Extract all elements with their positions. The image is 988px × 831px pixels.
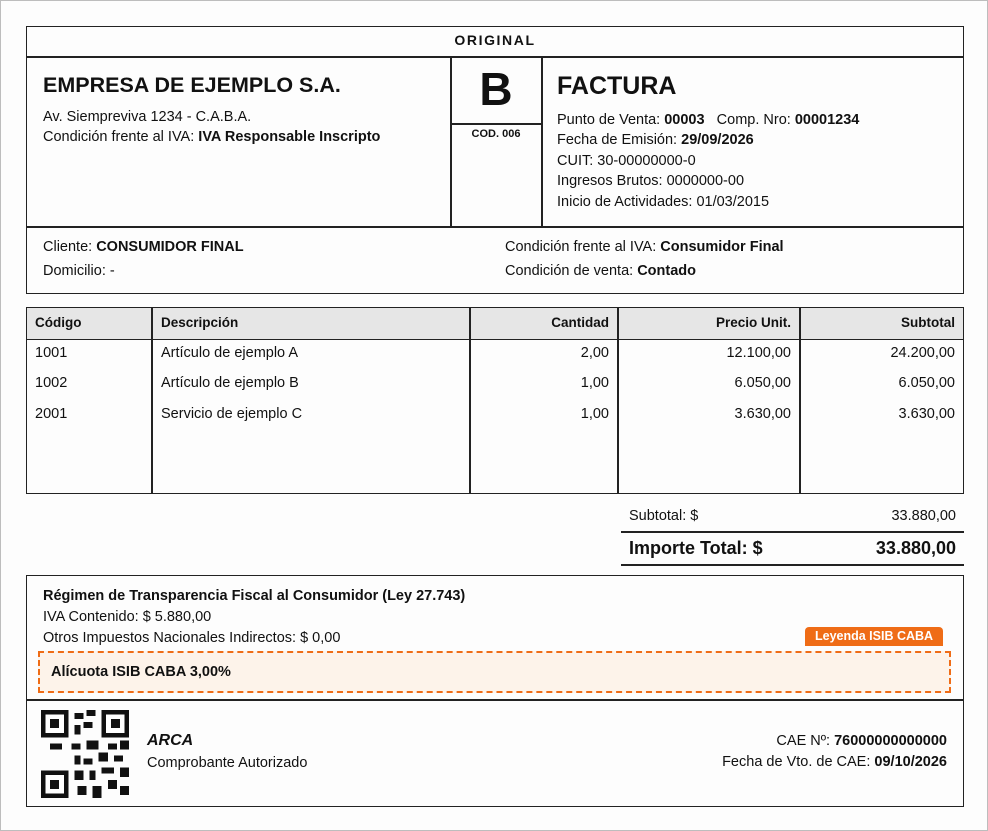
footer (27, 700, 963, 806)
issuer-name: EMPRESA DE EJEMPLO S.A. (43, 73, 341, 97)
cell-subtotal: 6.050,00 (898, 375, 955, 391)
client-name (43, 238, 244, 256)
client-sale-label: Condición de venta: (505, 263, 634, 279)
issuer-iva (43, 128, 380, 146)
issuer-iva-label: Condición frente al IVA: (43, 129, 195, 145)
client-iva-value: Consumidor Final (660, 239, 784, 255)
cae-due-value: 09/10/2026 (874, 754, 947, 770)
cell-subtotal: 3.630,00 (898, 406, 955, 422)
invoice-start: Inicio de Actividades: 01/03/2015 (557, 194, 770, 210)
issuer-iva-value: IVA Responsable Inscripto (198, 129, 381, 145)
isib-highlight (38, 651, 951, 693)
invoice-letter: B (479, 63, 513, 115)
pos-value: 00003 (664, 112, 705, 128)
table-header (27, 308, 963, 340)
isib-rate: Alícuota ISIB CABA 3,00% (51, 664, 231, 680)
transparency-other: Otros Impuestos Nacionales Indirectos: $ 0,00 (43, 630, 341, 646)
date-value: 29/09/2026 (681, 132, 754, 148)
client-sale-value: Contado (637, 263, 696, 279)
cell-codigo: 2001 (35, 406, 68, 422)
items-table (26, 307, 964, 494)
issuer-address: Av. Siempreviva 1234 - C.A.B.A. (43, 109, 252, 125)
total-value: 33.880,00 (875, 538, 956, 558)
cae-due (547, 753, 947, 771)
invoice-title: FACTURA (557, 72, 677, 100)
cae-number (547, 732, 947, 750)
copy-label: ORIGINAL (454, 32, 536, 48)
col-subtotal: Subtotal (901, 315, 955, 330)
col-descripcion: Descripción (161, 315, 239, 330)
authority-name: ARCA (147, 732, 194, 749)
cell-subtotal: 24.200,00 (890, 345, 955, 361)
subtotal-value: 33.880,00 (891, 508, 956, 524)
col-codigo: Código (35, 315, 82, 330)
total-label: Importe Total: $ (629, 538, 763, 558)
comp-value: 00001234 (794, 112, 860, 128)
client-address: Domicilio: - (43, 263, 115, 279)
cell-precio: 12.100,00 (726, 345, 791, 361)
transparency-iva: IVA Contenido: $ 5.880,00 (43, 609, 212, 625)
cell-cantidad: 1,00 (580, 406, 609, 422)
comp-label: Comp. Nro: (716, 112, 791, 128)
cell-cantidad: 2,00 (580, 345, 609, 361)
transparency-footer-box (26, 575, 964, 807)
date-label: Fecha de Emisión: (557, 132, 678, 148)
cae-due-label: Fecha de Vto. de CAE: (722, 754, 871, 770)
cell-codigo: 1002 (35, 375, 68, 391)
pos-label: Punto de Venta: (557, 112, 661, 128)
invoice-code: COD. 006 (471, 128, 521, 140)
header-box (26, 26, 964, 294)
isib-badge: Leyenda ISIB CABA (805, 627, 943, 646)
cell-cantidad: 1,00 (580, 375, 609, 391)
subtotal-label: Subtotal: $ (629, 508, 699, 524)
client-name-value: CONSUMIDOR FINAL (96, 239, 244, 255)
cell-descripcion: Servicio de ejemplo C (161, 406, 303, 422)
cell-precio: 3.630,00 (734, 406, 791, 422)
authority-status: Comprobante Autorizado (147, 755, 308, 771)
invoice-date-line (557, 131, 754, 149)
transparency-title: Régimen de Transparencia Fiscal al Consumidor (Ley 27.743) (43, 588, 466, 604)
cell-codigo: 1001 (35, 345, 68, 361)
cell-descripcion: Artículo de ejemplo B (161, 375, 299, 391)
client-iva (505, 238, 784, 256)
col-precio: Precio Unit. (715, 315, 791, 330)
invoice-iibb: Ingresos Brutos: 0000000-00 (557, 173, 745, 189)
qr-code-icon (41, 710, 129, 798)
client-iva-label: Condición frente al IVA: (505, 239, 657, 255)
cae-value: 76000000000000 (834, 733, 947, 749)
cell-precio: 6.050,00 (734, 375, 791, 391)
invoice-cuit: CUIT: 30-00000000-0 (557, 153, 696, 169)
client-name-label: Cliente: (43, 239, 93, 255)
cae-label: CAE Nº: (776, 733, 831, 749)
col-cantidad: Cantidad (551, 315, 609, 330)
client-sale-condition (505, 262, 696, 280)
cell-descripcion: Artículo de ejemplo A (161, 345, 299, 361)
invoice-pos-line (557, 111, 859, 129)
